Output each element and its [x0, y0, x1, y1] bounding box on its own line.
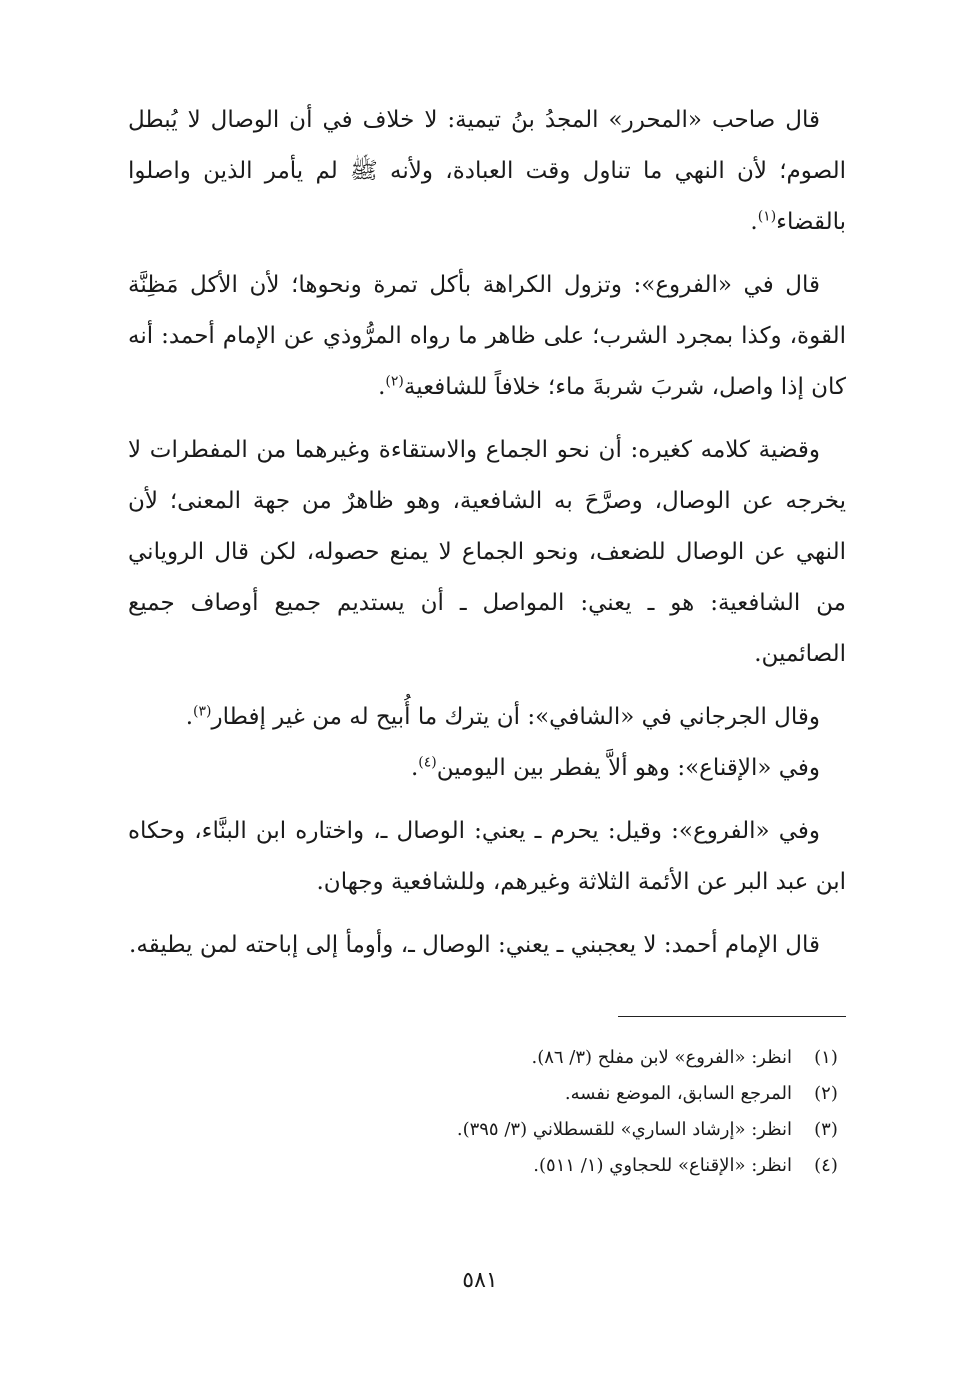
footnote-ref-2[interactable]: (٢)	[385, 373, 404, 390]
paragraph-7: قال الإمام أحمد: لا يعجبني ـ يعني: الوصال ـ، وأومأ إلى إباحته لمن يطيقه.	[129, 932, 820, 958]
paragraph-4: وقال الجرجاني في «الشافي»: أن يترك ما أُبيح له من غير إفطار$^{(٣)}$.	[185, 703, 820, 730]
footnote-text: المرجع السابق، الموضع نفسه.	[564, 1083, 792, 1104]
footnote-number: (٢)	[814, 1083, 838, 1104]
paragraph-1: قال صاحب «المحرر» المجدُ بنُ تيمية: لا خلاف في أن الوصال لا يُبطل الصوم؛ لأن النهي ما تناول وقت العبادة، ولأنه ﷺ لم يأمر الذين واصلوا بالقضاء$^{(١)}$.	[128, 107, 846, 235]
footnote-ref-4[interactable]: (٤)	[418, 754, 437, 771]
page-number: ٥٨١	[462, 1268, 498, 1293]
footnote-2	[128, 1076, 846, 1112]
main-text	[128, 95, 846, 983]
footnote-text: انظر: «الفروع» لابن مفلح (٣/ ٨٦).	[531, 1047, 792, 1068]
paragraph-2: قال في «الفروع»: وتزول الكراهة بأكل تمرة ونحوها؛ لأن الأكل مَظِنَّة القوة، وكذا بمجرد الشرب؛ على ظاهر ما رواه المرُّوذي عن الإمام أحمد: أنه كان إذا واصل، شربَ شربةَ ماء؛ خلافاً للشافعية$^{(٢)}$.	[128, 272, 846, 400]
footnote-divider	[618, 1016, 846, 1017]
footnote-ref-1[interactable]: (١)	[757, 208, 777, 225]
paragraph-3: وقضية كلامه كغيره: أن نحو الجماع والاستقاءة وغيرهما من المفطرات لا يخرجه عن الوصال، وصرَّحَ به الشافعية، وهو ظاهرٌ من جهة المعنى؛ لأن النهي عن الوصال للضعف، ونحو الجماع لا يمنع حصوله، لكن قال الروياني من الشافعية: هو ـ يعني: المواصل ـ أن يستديم جميع أوصاف جميع الصائمين.	[128, 437, 846, 667]
footnote-ref-3[interactable]: (٣)	[193, 703, 212, 720]
footnotes	[128, 1040, 846, 1184]
paragraph-5: وفي «الإقناع»: وهو ألاَّ يفطر بين اليومين$^{(٤)}$.	[410, 754, 820, 781]
footnote-3	[128, 1112, 846, 1148]
footnote-4	[128, 1148, 846, 1184]
paragraph-6: وفي «الفروع»: وقيل: يحرم ـ يعني: الوصال ـ، واختاره ابن البنَّاء، وحكاه ابن عبد البر عن الأئمة الثلاثة وغيرهم، وللشافعية وجهان.	[128, 818, 846, 895]
footnote-number: (٣)	[814, 1119, 838, 1140]
footnote-text: انظر: «إرشاد الساري» للقسطلاني (٣/ ٣٩٥).	[456, 1119, 792, 1140]
footnote-text: انظر: «الإقناع» للحجاوي (١/ ٥١١).	[533, 1155, 792, 1176]
footnote-number: (٤)	[814, 1155, 838, 1176]
footnote-1	[128, 1040, 846, 1076]
footnote-number: (١)	[814, 1047, 838, 1068]
